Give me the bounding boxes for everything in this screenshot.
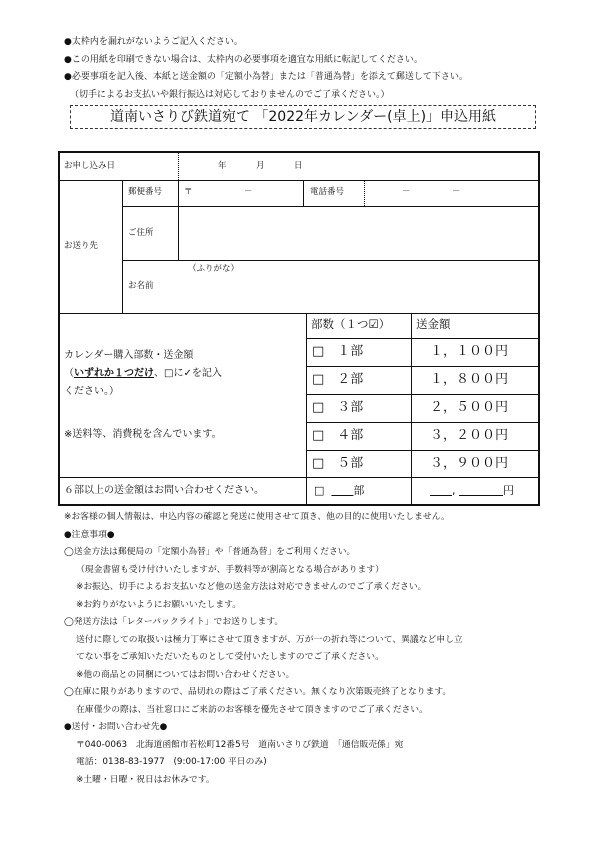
form-title: 道南いさりび鉄道宛て 「2022年カレンダー(卓上)」申込用紙 [70,105,536,129]
note-line: ※他の商品との同梱についてはお問い合わせください。 [76,669,295,680]
copies-option-4[interactable]: □ ４部 [312,428,364,443]
postal-code-field[interactable]: － [244,187,253,197]
note-line: 在庫僅少の際は、当社窓口にご来訪のお客様を優先させて頂きますのでご了承ください。 [76,704,428,715]
amount-header: 送金額 [416,317,451,331]
over6-note: ６部以上の送金額はお問い合わせください。 [64,485,264,496]
note-line: ◯発送方法は「レターパックライト」でお送りします。 [64,617,284,627]
note-line: （現金書留も受け付けいたしますが、手数料等が割高となる場合があります） [76,564,384,575]
amount-3: ２，５００円 [430,400,509,415]
contact-phone: 電話：0138-83-1977 (9:00-17:00 平日のみ) [76,757,267,767]
phone-field-dash1[interactable]: － [402,187,411,197]
amount-1: １，１００円 [430,344,509,359]
note-line: ◯送金方法は郵便局の「定額小為替」や「普通為替」をご利用ください。 [64,547,356,557]
note-line: てない事をご承知いただいたものとして受付いたしますのでご了承ください。 [76,652,384,662]
postal-mark: 〒 [184,187,193,197]
copies-option-2[interactable]: □ ２部 [312,372,364,387]
tax-note: ※送料等、消費税を含んでいます。 [64,429,222,440]
date-year-field[interactable]: 年 [218,161,227,171]
phone-label: 電話番号 [310,187,345,197]
postal-code-label: 郵便番号 [128,187,163,197]
date-month-field[interactable]: 月 [256,161,265,171]
note-line: ※お客様の個人情報は、申込内容の確認と発送に使用させて頂き、他の目的に使用いたしません。 [64,512,450,522]
note-line: 送付に際しての取扱いは極力丁寧にさせて頂きますが、万が一の折れ等について、異議など申し立 [76,634,463,645]
copies-option-custom[interactable]: □ 部 [314,484,365,497]
copies-option-3[interactable]: □ ３部 [312,400,364,415]
note-line: ※お振込、切手によるお支払いなど他の送金方法は対応できませんのでご了承ください。 [76,582,427,592]
custom-copies-field[interactable] [331,484,353,497]
note-line: ※お釣りがないようにお願いいたします。 [76,599,242,610]
copies-option-5[interactable]: □ ５部 [312,456,364,471]
copies-header: 部数（１つ☑） [311,317,391,331]
date-day-field[interactable]: 日 [294,161,303,171]
intro-line: ●太枠内を漏れがないようご記入ください。 [64,37,243,47]
sender-label: お送り先 [64,241,99,251]
contact-heading: ●送付・お問い合わせ先● [64,722,168,732]
notes-heading: ●注意事項● [64,529,115,540]
amount-5: ３，９００円 [430,456,509,471]
application-form [58,151,540,506]
address-label: ご住所 [128,228,154,238]
amount-4: ３，２００円 [430,428,509,443]
notes-section [64,509,463,789]
furigana-label: （ふりがな） [188,264,240,274]
intro-line: （切手によるお支払いや銀行振込は対応しておりませんのでご了承ください。） [70,89,390,100]
contact-address: 〒040-0063 北海道函館市若松町12番5号 道南いさりび鉄道 「通信販売係」宛 [76,739,404,750]
order-instruction: （いずれか１つだけ、□に✓を記入 [64,368,222,379]
contact-holidays: ※土曜・日曜・祝日はお休みです。 [76,774,215,785]
intro-line: ●この用紙を印刷できない場合は、太枠内の必要事項を適宜な用紙に転記してください。 [64,54,423,65]
phone-field-dash2[interactable]: － [452,187,461,197]
amount-2: １，８００円 [430,372,509,387]
order-instruction-end: ください。） [64,386,119,397]
intro-line: ●必要事項を記入後、本紙と送金額の「定額小為替」または「普通為替」を添えて郵送して下さい。 [64,72,468,82]
copies-option-1[interactable]: □ １部 [312,344,364,359]
note-line: ◯在庫に限りがありますので、品切れの際はご了承ください。無くなり次第販売終了となります。 [64,687,452,697]
name-label: お名前 [128,281,154,291]
intro-instructions [64,34,468,104]
custom-amount-field[interactable]: , 円 [452,484,514,497]
application-date-label: お申し込み日 [64,161,116,171]
order-description: カレンダー購入部数・送金額 [64,350,194,361]
